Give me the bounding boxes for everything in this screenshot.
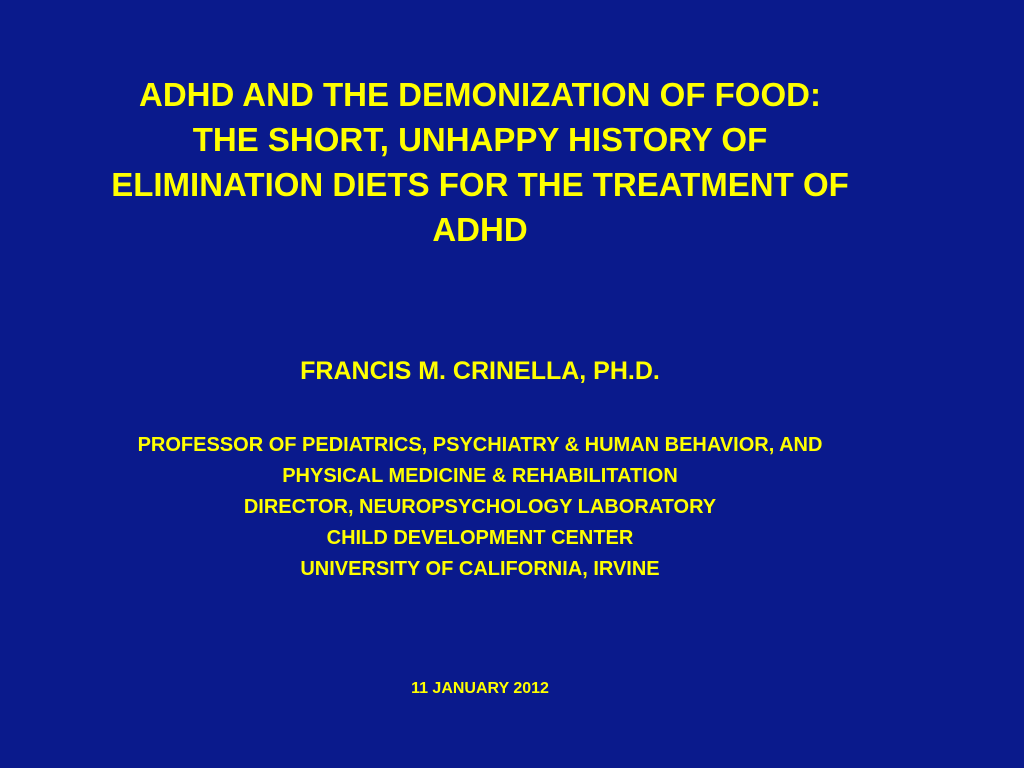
title-line-4: ADHD	[432, 211, 528, 248]
affiliation-line-5: UNIVERSITY OF CALIFORNIA, IRVINE	[300, 558, 660, 580]
affiliation-line-4: CHILD DEVELOPMENT CENTER	[326, 527, 634, 549]
author-affiliation	[0, 430, 960, 585]
affiliation-line-3: DIRECTOR, NEUROPSYCHOLOGY LABORATORY	[243, 496, 717, 518]
presentation-date: 11 JANUARY 2012	[411, 680, 549, 697]
title-line-3: ELIMINATION DIETS FOR THE TREATMENT OF	[111, 166, 849, 203]
slide-title	[0, 72, 960, 252]
title-line-2: THE SHORT, UNHAPPY HISTORY OF	[192, 121, 768, 158]
affiliation-line-2: PHYSICAL MEDICINE & REHABILITATION	[282, 465, 678, 487]
affiliation-line-1: PROFESSOR OF PEDIATRICS, PSYCHIATRY & HUMAN BEHAVIOR, AND	[137, 434, 823, 456]
title-line-1: ADHD AND THE DEMONIZATION OF FOOD:	[139, 76, 821, 113]
author-name: FRANCIS M. CRINELLA, PH.D.	[300, 357, 660, 385]
